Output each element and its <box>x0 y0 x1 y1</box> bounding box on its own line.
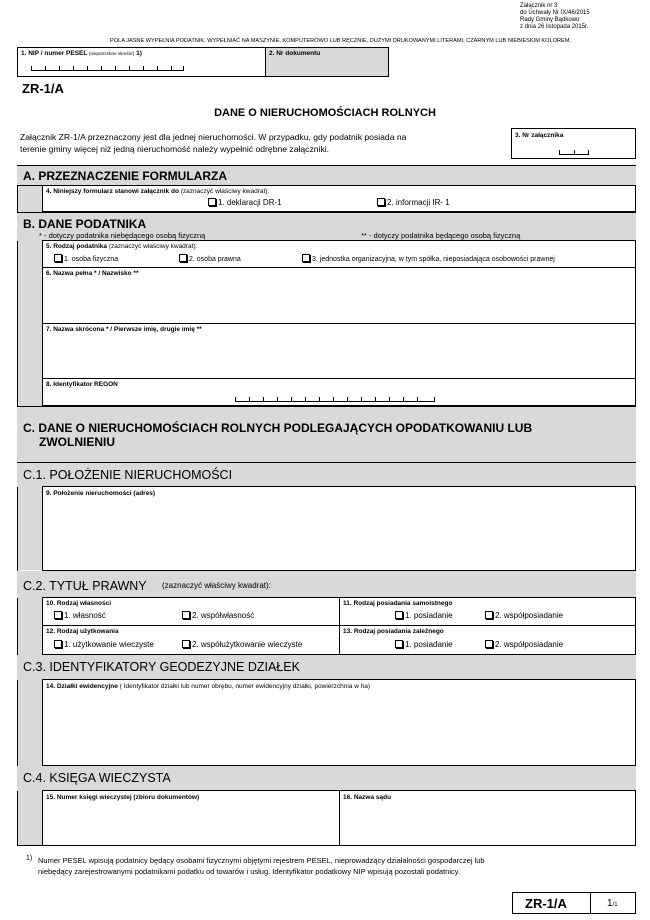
field-7-label: 7. Nazwa skrócona * / Pierwsze imię, drugie imię ** <box>46 326 202 333</box>
section-c-title-line-1: C. DANE O NIERUCHOMOŚCIACH ROLNYCH PODLEGAJĄCYCH OPODATKOWANIU LUB <box>23 421 533 435</box>
field-5-option-1[interactable] <box>54 254 118 263</box>
field-1-note: (niepotrzebne skreślić) <box>89 51 135 56</box>
field-5-option-2[interactable] <box>179 254 241 263</box>
checkbox-icon[interactable] <box>485 640 493 648</box>
section-c4-left-strip <box>18 791 42 845</box>
section-b-left-strip <box>18 241 42 406</box>
checkbox-icon[interactable] <box>395 640 403 648</box>
field-7-short-name[interactable] <box>42 323 636 379</box>
section-c-title-line-2: ZWOLNIENIU <box>39 435 115 449</box>
field-15-label: 15. Numer księgi wieczystej (zbioru dokumentów) <box>46 794 200 801</box>
annex-line-4: z dnia 26 listopada 2015r. <box>520 24 589 30</box>
annex-info <box>520 3 590 31</box>
field-15-land-register[interactable] <box>42 790 340 846</box>
field-5-label: 5. Rodzaj podatnika <box>46 243 108 250</box>
footnote-mark: 1) <box>26 855 33 862</box>
field-2-label: 2. Nr dokumentu <box>269 50 321 57</box>
field-1-label: 1. NIP / numer PESEL <box>21 50 88 57</box>
field-11-option-2[interactable] <box>485 611 563 620</box>
section-c3-title: C.3. IDENTYFIKATORY GEODEZYJNE DZIAŁEK <box>23 660 300 674</box>
checkbox-icon[interactable] <box>302 254 310 262</box>
field-11 <box>339 597 636 626</box>
section-a-title: A. PRZEZNACZENIE FORMULARZA <box>23 169 227 183</box>
section-c1-left-strip <box>18 487 42 570</box>
field-6-label: 6. Nazwa pełna * / Nazwisko ** <box>46 270 139 277</box>
field-12-label: 12. Rodzaj użytkowania <box>46 628 119 635</box>
field-11-option-1-label: 1. posiadanie <box>405 611 453 620</box>
field-14-note: ( Identyfikator działki lub numer obrębu, numer ewidencyjny działki, powierzchnia w ha) <box>119 683 371 690</box>
field-12 <box>42 625 340 655</box>
annex-line-1: Załącznik nr 3 <box>520 3 558 9</box>
section-c-header <box>17 406 636 462</box>
field-11-label: 11. Rodzaj posiadania samoistnego <box>343 600 453 607</box>
field-12-option-2[interactable] <box>182 640 302 649</box>
field-13-label: 13. Rodzaj posiadania zależnego <box>343 628 444 635</box>
form-code: ZR-1/A <box>22 81 64 96</box>
field-14-plots[interactable] <box>42 679 636 766</box>
field-5 <box>42 240 636 268</box>
checkbox-icon[interactable] <box>182 611 190 619</box>
field-14-label: 14. Działki ewidencyjne <box>46 683 118 690</box>
field-13-option-2[interactable] <box>485 640 563 649</box>
checkbox-icon[interactable] <box>179 254 187 262</box>
section-a-header <box>17 166 636 186</box>
checkbox-icon[interactable] <box>54 640 62 648</box>
annex-line-3: Rady Gminy Bądkowo <box>520 17 580 23</box>
section-b-note-1: * - dotyczy podatnika niebędącego osobą fizyczną <box>39 231 206 240</box>
field-10 <box>42 597 340 626</box>
field-13-option-2-label: 2. współposiadanie <box>495 640 564 649</box>
section-c2-note: (zaznaczyć właściwy kwadrat): <box>162 581 271 590</box>
footer-page-number: 1 <box>607 898 613 909</box>
section-a-left-strip <box>18 186 42 212</box>
field-9-location[interactable] <box>42 486 636 571</box>
checkbox-icon[interactable] <box>208 198 216 206</box>
field-11-option-2-label: 2. współposiadanie <box>495 611 564 620</box>
field-4-label: 4. Niniejszy formularz stanowi załącznik do <box>46 188 179 195</box>
field-3-attachment-number[interactable] <box>511 128 636 159</box>
section-c4-header <box>17 766 636 791</box>
field-5-option-3-label: 3. jednostka organizacyjna, w tym spółka, nieposiadająca osobowości prawnej <box>312 256 555 263</box>
field-3-label: 3. Nr załącznika <box>515 132 564 139</box>
intro-line-2: terenie gminy więcej niż jedną nieruchomość należy wypełnić odrębne załączniki. <box>20 144 330 154</box>
field-1-sup: 1) <box>136 50 142 57</box>
field-16-court-name[interactable] <box>339 790 636 846</box>
field-6-full-name[interactable] <box>42 267 636 324</box>
field-12-option-1[interactable] <box>54 640 154 649</box>
field-2-document-number <box>265 47 389 77</box>
fill-instruction: POLA JASNE WYPEŁNIA PODATNIK. WYPEŁNIAĆ NA MASZYNIE, KOMPUTEROWO LUB RĘCZNIE, DUŻYMI DRUKOWANYMI LITERAMI, CZARNYM LUB NIEBIESKIM KOLOREM. <box>110 38 571 44</box>
field-5-option-1-label: 1. osoba fizyczna <box>64 256 119 263</box>
field-8-regon[interactable] <box>42 378 636 406</box>
field-4-option-1-label: 1. deklaracji DR-1 <box>218 198 282 207</box>
section-b-header <box>17 212 636 241</box>
footnote-line-1: Numer PESEL wpisują podatnicy będący osobami fizycznymi objętymi rejestrem PESEL, nieprowadzący działalności gospodarczej lub <box>38 856 485 865</box>
field-12-option-2-label: 2. współużytkowanie wieczyste <box>192 640 303 649</box>
section-c4-title: C.4. KSIĘGA WIECZYSTA <box>23 771 171 785</box>
field-5-option-3[interactable] <box>302 254 555 263</box>
footnote <box>26 855 485 877</box>
field-10-option-1-label: 1. własność <box>64 611 106 620</box>
section-c2-title: C.2. TYTUŁ PRAWNY <box>23 579 147 593</box>
footer-form-code-box <box>512 892 636 914</box>
checkbox-icon[interactable] <box>54 611 62 619</box>
field-8-comb <box>235 397 435 402</box>
field-5-note: (zaznaczyć właściwy kwadrat): <box>108 243 198 250</box>
field-12-option-1-label: 1. użytkowanie wieczyste <box>64 640 154 649</box>
field-10-label: 10. Rodzaj własności <box>46 600 112 607</box>
checkbox-icon[interactable] <box>377 198 385 206</box>
field-8-label: 8. Identyfikator REGON <box>46 381 118 388</box>
field-5-option-2-label: 2. osoba prawna <box>189 256 241 263</box>
section-c3-left-strip <box>18 680 42 766</box>
footer-form-code: ZR-1/A <box>525 896 567 911</box>
field-13-option-1-label: 1. posiadanie <box>405 640 453 649</box>
section-c1-title: C.1. POŁOŻENIE NIERUCHOMOŚCI <box>23 468 233 482</box>
field-1-nip-pesel[interactable] <box>17 47 266 77</box>
section-c2-left-strip <box>18 598 42 655</box>
field-10-option-1[interactable] <box>54 611 106 620</box>
field-4-option-2[interactable] <box>377 198 450 207</box>
field-10-option-2[interactable] <box>182 611 254 620</box>
section-c1-header <box>17 462 636 487</box>
footnote-line-2: niebędący zarejestrowanymi podatnikami podatku od towarów i usług. Identyfikator podatkowy NIP wpisują pozostali podatnicy. <box>38 867 461 876</box>
field-4-note: (zaznaczyć właściwy kwadrat): <box>180 188 270 195</box>
checkbox-icon[interactable] <box>485 611 493 619</box>
field-4 <box>42 185 636 212</box>
field-11-option-1[interactable] <box>395 611 453 620</box>
section-b-title: B. DANE PODATNIKA <box>23 217 147 231</box>
page-title: DANE O NIERUCHOMOŚCIACH ROLNYCH <box>214 107 436 119</box>
checkbox-icon[interactable] <box>54 254 62 262</box>
field-3-comb <box>559 150 589 155</box>
intro-line-1: Załącznik ZR-1/A przeznaczony jest dla jednej nieruchomości. W przypadku, gdy podatnik posiada na <box>20 132 407 142</box>
field-4-option-2-label: 2. informacji IR- 1 <box>387 198 450 207</box>
checkbox-icon[interactable] <box>182 640 190 648</box>
section-c2-header <box>17 571 636 598</box>
field-13-option-1[interactable] <box>395 640 453 649</box>
section-b-note-2: ** - dotyczy podatnika będącego osobą fizyczną <box>361 231 521 240</box>
field-10-option-2-label: 2. współwłasność <box>192 611 255 620</box>
field-9-label: 9. Położenie nieruchomości (adres) <box>46 490 156 497</box>
section-c3-header <box>17 655 636 680</box>
field-13 <box>339 625 636 655</box>
field-1-comb <box>31 66 184 71</box>
field-4-option-1[interactable] <box>208 198 282 207</box>
field-16-label: 16. Nazwa sądu <box>343 794 392 801</box>
checkbox-icon[interactable] <box>395 611 403 619</box>
annex-line-2: do Uchwały Nr IX/46/2015 <box>520 10 590 16</box>
footer-page-total: /1 <box>612 902 618 908</box>
intro-text <box>20 131 406 155</box>
